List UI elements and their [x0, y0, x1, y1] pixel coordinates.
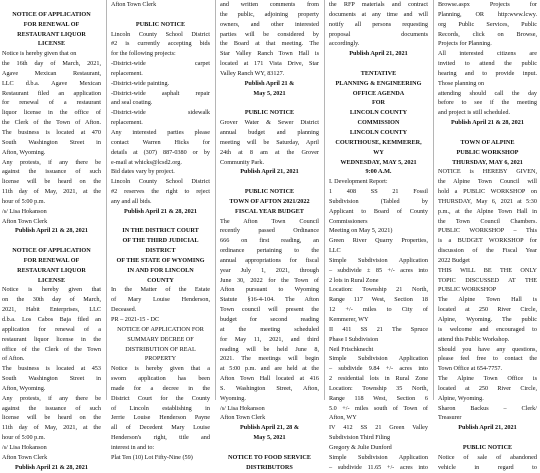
notice-text-line: THIS WILL BE THE ONLY: [438, 266, 537, 274]
notice-text-line: I. Development Report:: [329, 178, 388, 186]
notice-text-line: 666 on first reading, an: [220, 237, 319, 245]
notice-text-line: of Afton.: [2, 355, 25, 363]
notice-text-line: hour of 5:00 p.m.: [2, 434, 46, 442]
notice-text-line: Commissioners: [329, 217, 368, 225]
notice-heading-line: TENTATIVE: [360, 69, 397, 77]
notice-text-line: -District-wide carpet: [111, 60, 210, 68]
notice-text-line: Afton Town Clerk: [2, 217, 48, 225]
notice-text-line: Location: Township 21 North,: [329, 286, 428, 294]
notice-text-line: Gregory & Julie Dunford: [329, 443, 392, 451]
notice-heading-line: FOR RENEWAL OF: [23, 256, 80, 264]
column-divider: [215, 0, 216, 400]
notice-text-line: The Afton Town Council: [220, 217, 319, 225]
notice-heading-line: PUBLIC WORKSHOP: [456, 148, 519, 156]
notice-text-line: documents at any time and will: [329, 10, 428, 18]
notice-heading-line: NOTICE OF APPLICATION: [12, 247, 91, 255]
notice-text-line: Neil Frischknecht: [329, 345, 374, 353]
notice-text-line: [111, 217, 210, 227]
notice-heading-line: COUNTY: [147, 276, 174, 284]
notice-text-line: -District-wide painting.: [111, 79, 170, 87]
notice-text-line: /s/ Lisa Hokanson: [2, 443, 47, 451]
notice-text-line: made for a decree in the: [111, 384, 210, 392]
notice-heading-line: PLANNING & ENGINEERING: [335, 79, 422, 87]
notice-text-line: The Alpine Town Hall is: [438, 296, 537, 304]
notice-text-line: Town council will present the: [220, 306, 319, 314]
notice-text-line: Planning, OR http:www.lcwy.: [438, 10, 537, 18]
column-2: [111, 0, 210, 461]
notice-text-line: NOTICE OF APPLICATION FOR: [117, 325, 204, 333]
notice-text-line: at 5:00 p.m. and are held at the: [220, 365, 319, 373]
notice-text-line: IV 412 SS 21 Green Valley: [329, 424, 428, 432]
notice-text-line: located at 250 River Circle,: [438, 306, 537, 314]
notice-text-line: proposal documents: [329, 30, 428, 38]
notice-text-line: – subdivide ± 85 +/- acres into: [329, 266, 428, 274]
notice-text-line: 12 +/- miles to City of: [329, 306, 428, 314]
notice-text-line: the Alpine Town Council will: [438, 178, 537, 186]
notice-text-line: any and all bids.: [111, 197, 152, 205]
notice-text-line: Plat Ten (10) Lot Fifty-Nine (59): [111, 453, 193, 461]
notice-text-line: /s/ Lisa Hokanson: [220, 404, 265, 412]
notice-text-line: PUBLIC WORKSHOP: [438, 286, 497, 294]
notice-text-line: is a BUDGET WORKSHOP for: [438, 237, 537, 245]
notice-text-line: Afton, Wyoming.: [2, 384, 46, 392]
notice-text-line: sworn application has been: [111, 375, 210, 383]
notice-heading-line: LINCOLN COUNTY: [349, 109, 408, 117]
notice-text-line: In the Matter of the Estate: [111, 286, 210, 294]
notice-text-line: Henderson's right, title and: [111, 434, 210, 442]
notice-text-line: #2 is currently accepting bids: [111, 40, 210, 48]
column-divider: [324, 0, 325, 400]
notice-heading-line: PUBLIC NOTICE: [244, 188, 295, 196]
notice-heading-line: LINCOLN COUNTY: [349, 128, 408, 136]
notice-heading-line: FOR: [371, 99, 386, 107]
notice-text-line: meeting will be Saturday, April: [220, 138, 319, 146]
notice-text-line: The business is located at 470: [2, 128, 101, 136]
notice-text-line: on the 30th day of March,: [2, 296, 101, 304]
notice-text-line: The Alpine Town Office is: [438, 375, 537, 383]
notice-text-line: Lincoln County School District: [111, 178, 210, 186]
notice-text-line: Any interested parties please: [111, 128, 210, 136]
notice-text-line: budget for second reading: [220, 316, 319, 323]
notice-text-line: please feel free to contact the: [438, 355, 537, 363]
notice-heading-line: Publish April 21 & 28, 2021: [15, 463, 88, 471]
notice-text-line: South Washington Street in: [2, 138, 101, 146]
notice-heading-line: NOTICE OF APPLICATION: [12, 10, 91, 18]
column-3: [220, 0, 319, 471]
notice-text-line: the Town Council Chambers.: [438, 217, 537, 225]
notice-text-line: Restaurant filed an application: [2, 89, 101, 97]
notice-heading-line: OF THE STATE OF WYOMING: [116, 256, 205, 264]
notice-text-line: II 411 SS 21 The Spruce: [329, 325, 428, 333]
notice-text-line: – subdivide 9.84 +/- acres into: [329, 365, 428, 373]
notice-text-line: 24th at 8 am at the Grover: [220, 148, 319, 156]
notice-text-line: of Mary Louise Henderson,: [111, 296, 210, 304]
notice-heading-line: PUBLIC NOTICE: [135, 20, 186, 28]
notice-text-line: parties will be considered by: [220, 30, 319, 38]
notice-heading-line: WEDNESDAY, MAY 5, 2021: [340, 158, 417, 166]
notice-text-line: Applicant to Board of County: [329, 207, 428, 215]
notice-text-line: attending should call the day: [438, 89, 537, 97]
notice-text-line: 11th day of May, 2021, at the: [2, 424, 101, 432]
notice-text-line: hearing and to provide input.: [438, 69, 537, 77]
notice-text-line: Afton, WY: [329, 414, 357, 422]
notice-text-line: Phase I Subdivision: [329, 335, 379, 343]
notice-text-line: Simple Subdivision Application: [329, 355, 428, 363]
notice-text-line: all of Decedent Mary Louise: [111, 424, 210, 432]
notice-text-line: accordingly.: [329, 40, 360, 48]
notice-heading-line: COMMISSION: [357, 119, 400, 127]
notice-text-line: the 16th day of March, 2021,: [2, 60, 101, 68]
notice-text-line: NOTICE is HEREBY GIVEN,: [438, 168, 537, 176]
notice-text-line: PUBLIC WORKSHOP – This: [438, 227, 537, 235]
notice-text-line: and seal coating.: [111, 99, 153, 107]
notice-text-line: -District-wide asphalt repair: [111, 89, 210, 97]
notice-heading-line: May 5, 2021: [253, 434, 286, 442]
notice-heading-line: Publish April 21, 28 &: [240, 424, 299, 432]
notice-text-line: vehicle in regard to: [438, 463, 537, 471]
notice-heading-line: IN THE DISTRICT COURT: [122, 227, 199, 235]
notice-heading-line: IN AND FOR LINCOLN: [127, 266, 194, 274]
notice-text-line: [220, 177, 319, 187]
notice-heading-line: COURTHOUSE, KEMMERER,: [335, 138, 422, 146]
notice-text-line: Jerrie Louise Henderson Payne: [111, 414, 210, 422]
notice-text-line: license will be heard on the: [2, 414, 101, 422]
notice-heading-line: TOWN OF AFTON 2021/2022: [229, 197, 310, 205]
notice-text-line: Projects for Planning.: [438, 40, 492, 48]
notice-text-line: Meeting on May 5, 2021): [329, 227, 393, 235]
notice-text-line: Notice of sale of abandoned: [438, 453, 537, 461]
notice-text-line: the Clerk of the Town of Afton.: [2, 119, 101, 127]
notice-text-line: DISTRIBUTION OF REAL: [125, 345, 196, 353]
notice-text-line: the Board at that meeting. The: [220, 40, 319, 48]
notice-text-line: replacement.: [111, 69, 143, 77]
notice-text-line: Agave Mexican Restaurant,: [2, 69, 101, 77]
notice-text-line: Afton, Wyoming.: [2, 148, 46, 156]
notice-text-line: Afton pursuant to Wyoming: [220, 286, 319, 294]
notice-text-line: Notice is hereby given that: [2, 286, 101, 294]
notice-heading-line: PUBLIC NOTICE: [462, 443, 513, 451]
notice-text-line: d.b.a. Los Cabos Baja filed an: [2, 316, 101, 323]
notice-heading-line: Publish April 21, 2021: [458, 424, 517, 432]
notice-heading-line: LICENSE: [37, 276, 66, 284]
notice-text-line: Valley Ranch WY, 83127.: [220, 69, 285, 77]
notice-text-line: p.m., at the Alpine Town Hall in: [438, 207, 537, 215]
notice-heading-line: DISTRICT: [145, 247, 176, 255]
notice-text-line: [438, 128, 537, 138]
column-4: [329, 0, 428, 471]
notice-text-line: PROPERTY: [144, 355, 177, 363]
notice-text-line: and written comments from: [220, 1, 319, 8]
notice-text-line: is welcome and encouraged to: [438, 325, 537, 333]
notice-text-line: Any protests, if any there be: [2, 158, 101, 166]
notice-text-line: Grover Water & Sewer District: [220, 119, 319, 127]
notice-text-line: interest in and to:: [111, 443, 155, 451]
notice-text-line: Wyoming.: [220, 394, 246, 402]
notice-text-line: S. Washington Street, Afton,: [220, 384, 319, 392]
notice-text-line: [2, 236, 101, 246]
notice-text-line: Deceased.: [111, 306, 137, 314]
notice-text-line: LLC: [329, 247, 341, 255]
notice-text-line: discussion of the Fiscal Year: [438, 247, 537, 255]
notice-text-line: 2022 Budget: [438, 256, 470, 264]
notice-text-line: 1 408 SS 21 Fossil: [329, 188, 428, 196]
notice-text-line: e-mail at whicks@lcsd2.org.: [111, 158, 182, 166]
notice-text-line: ordinance pertaining to the: [220, 247, 319, 255]
notice-text-line: /s/ Lisa Hokanson: [2, 207, 47, 215]
notice-text-line: attend this Public Workshop.: [438, 335, 510, 343]
notice-text-line: office of the Clerk of the Town: [2, 345, 101, 353]
notice-heading-line: Publish April 21 &: [244, 79, 295, 87]
notice-text-line: [220, 443, 319, 453]
notice-text-line: 5.0 +/- miles south of Town of: [329, 404, 428, 412]
notice-text-line: recently passed Ordinance: [220, 227, 319, 235]
notice-text-line: for May 11, 2021, and third: [220, 335, 319, 343]
notice-text-line: Simple Subdivision Application: [329, 453, 428, 461]
notice-text-line: [438, 433, 537, 443]
notice-text-line: Statute §16-4-104. The Afton: [220, 296, 319, 304]
notice-text-line: reading will be held June 8,: [220, 345, 319, 353]
notice-text-line: SUMMARY DECREE OF: [127, 335, 194, 343]
notice-text-line: hour of 5:00 p.m.: [2, 197, 46, 205]
notice-text-line: [220, 98, 319, 108]
notice-heading-line: Publish April 21 & 28, 2021: [124, 207, 197, 215]
notice-text-line: and project is still scheduled.: [438, 109, 510, 117]
notice-text-line: located at 250 River Circle,: [438, 384, 537, 392]
notice-text-line: Afton Town Clerk: [111, 1, 157, 8]
notice-text-line: contact Warren Hicks for: [111, 138, 210, 146]
notice-heading-line: TOWN OF ALPINE: [460, 138, 515, 146]
notice-heading-line: OF THE THIRD JUDICIAL: [122, 237, 199, 245]
notice-text-line: Notice is hereby given that a: [111, 365, 210, 373]
notice-text-line: 2021. The meetings will begin: [220, 355, 319, 363]
notice-text-line: The business is located at 453: [2, 365, 101, 373]
notice-text-line: Those planning on: [438, 79, 485, 87]
notice-text-line: Treasurer: [438, 414, 462, 422]
notice-text-line: All interested citizens are: [438, 50, 537, 58]
notice-text-line: Afton Town Clerk: [220, 414, 266, 422]
notice-heading-line: OFFICE AGENDA: [352, 89, 405, 97]
notice-text-line: Lincoln County School District: [111, 30, 210, 38]
notice-text-line: – subdivide 11.65 +/- acres into: [329, 463, 428, 471]
notice-text-line: Subdivision (Tabled by: [329, 197, 428, 205]
notice-text-line: notify all persons requesting: [329, 20, 428, 28]
notice-heading-line: WY: [373, 148, 384, 156]
notice-text-line: Kemmerer, WY: [329, 316, 369, 323]
notice-text-line: against the issuance of such: [2, 404, 101, 412]
notice-text-line: THURSDAY, May 6, 2021 at 5:30: [438, 197, 537, 205]
notice-text-line: year July 1, 2021, through: [220, 266, 319, 274]
notice-text-line: PR – 2021-15 - DC: [111, 316, 160, 323]
notice-text-line: the RFP materials and contract: [329, 1, 428, 8]
notice-text-line: the public, adjoining property: [220, 10, 319, 18]
notice-text-line: license will be heard on the: [2, 178, 101, 186]
notice-text-line: Notice is hereby given that on: [2, 50, 77, 58]
notice-text-line: Green River Quarry Properties,: [329, 237, 428, 245]
notice-text-line: Afton Town Hall located at 416: [220, 375, 319, 383]
notice-heading-line: 9:00 A.M.: [365, 168, 392, 176]
notice-text-line: Bid dates vary by project.: [111, 168, 175, 176]
notice-text-line: Records, click on Browse,: [438, 30, 537, 38]
notice-text-line: LLC d.b.a. Agave Mexican: [2, 79, 101, 87]
notice-heading-line: LICENSE: [37, 40, 66, 48]
notice-heading-line: Publish April 21 & 28, 2021: [451, 119, 524, 127]
notice-text-line: details at (307) 887-0380 or by: [111, 148, 210, 156]
notice-text-line: -District-wide sidewalk: [111, 109, 210, 117]
notice-text-line: 11th day of May, 2021, at the: [2, 188, 101, 196]
notice-text-line: org Public Services, Public: [438, 20, 537, 28]
notice-text-line: Alpine, Wyoming.: [438, 394, 484, 402]
notice-text-line: annual budget and planning: [220, 128, 319, 136]
notice-text-line: against the issuance of such: [2, 168, 101, 176]
notice-text-line: located at 171 Vista Drive, Star: [220, 60, 319, 68]
notice-text-line: owners, and other interested: [220, 20, 319, 28]
notice-text-line: application for renewal of a: [2, 325, 101, 333]
notice-text-line: Sharon Backus – Clerk/: [438, 404, 537, 412]
notice-text-line: Any protests, if any there be: [2, 394, 101, 402]
notice-heading-line: FOR RENEWAL OF: [23, 20, 80, 28]
notice-text-line: Browse.aspx Projects for: [438, 1, 537, 8]
notice-text-line: Afton Town Clerk: [2, 453, 48, 461]
notice-text-line: #2 reserves the right to reject: [111, 188, 210, 196]
column-1: [2, 0, 101, 471]
notice-text-line: Should you have any questions,: [438, 345, 537, 353]
notice-heading-line: Publish April 21, 2021: [240, 168, 299, 176]
notice-heading-line: Publish April 21, 2021: [349, 50, 408, 58]
notice-heading-line: THURSDAY, MAY 6, 2021: [452, 158, 523, 166]
notice-text-line: TOPIC DISCUSSED AT THE: [438, 276, 537, 284]
notice-text-line: [329, 59, 428, 69]
notice-heading-line: NOTICE TO FOOD SERVICE: [228, 453, 311, 461]
notice-heading-line: FISCAL YEAR BUDGET: [235, 207, 304, 215]
notice-text-line: Range 118 West, Section 6: [329, 394, 428, 402]
notice-text-line: Star Valley Ranch Town Hall is: [220, 50, 319, 58]
notice-text-line: Subdivision Third Filing: [329, 434, 391, 442]
notice-text-line: Alpine, Wyoming. The public: [438, 316, 537, 323]
notice-text-line: before to see if the meeting: [438, 99, 537, 107]
column-divider: [106, 0, 107, 400]
column-5: [438, 0, 537, 471]
notice-text-line: 2 residential lots in Rural Zone: [329, 375, 428, 383]
notice-text-line: District Court for the County: [111, 394, 210, 402]
notice-text-line: of Lincoln establishing in: [111, 404, 210, 412]
notice-text-line: for renewal of a restaurant: [2, 99, 101, 107]
notice-heading-line: PUBLIC NOTICE: [244, 109, 295, 117]
notice-heading-line: RESTAURANT LIQUOR: [17, 266, 86, 274]
notice-text-line: for the following projects:: [111, 50, 176, 58]
notice-text-line: South Washington Street in: [2, 375, 101, 383]
notice-text-line: replacement.: [111, 119, 143, 127]
notice-text-line: at the meeting scheduled: [220, 325, 319, 333]
notice-heading-line: RESTAURANT LIQUOR: [17, 30, 86, 38]
notice-text-line: invited to attend the public: [438, 60, 537, 68]
notice-text-line: [111, 10, 210, 20]
notice-text-line: hold a PUBLIC WORKSHOP on: [438, 188, 537, 196]
notice-heading-line: DISTRIBUTORS: [246, 463, 293, 471]
notice-text-line: Location: Township 35 North,: [329, 384, 428, 392]
notice-text-line: 2 lots in Rural Zone: [329, 276, 379, 284]
notice-text-line: restaurant liquor license in the: [2, 335, 101, 343]
column-divider: [433, 0, 434, 400]
notice-heading-line: May 5, 2021: [253, 89, 286, 97]
notice-text-line: Town Office at 654-7757.: [438, 365, 503, 373]
notice-text-line: liquor license in the office of: [2, 109, 101, 117]
notice-text-line: Simple Subdivision Application: [329, 256, 428, 264]
notice-text-line: Range 117 West, Section 18: [329, 296, 428, 304]
notice-heading-line: Publish April 21 & 28, 2021: [15, 227, 88, 235]
notice-text-line: [2, 0, 101, 10]
notice-text-line: annual appropriations for fiscal: [220, 256, 319, 264]
notice-text-line: 2021, Habit Enterprises, LLC: [2, 306, 101, 314]
notice-text-line: June 30, 2022 for the Town of: [220, 276, 319, 284]
notice-text-line: Community Park.: [220, 158, 265, 166]
